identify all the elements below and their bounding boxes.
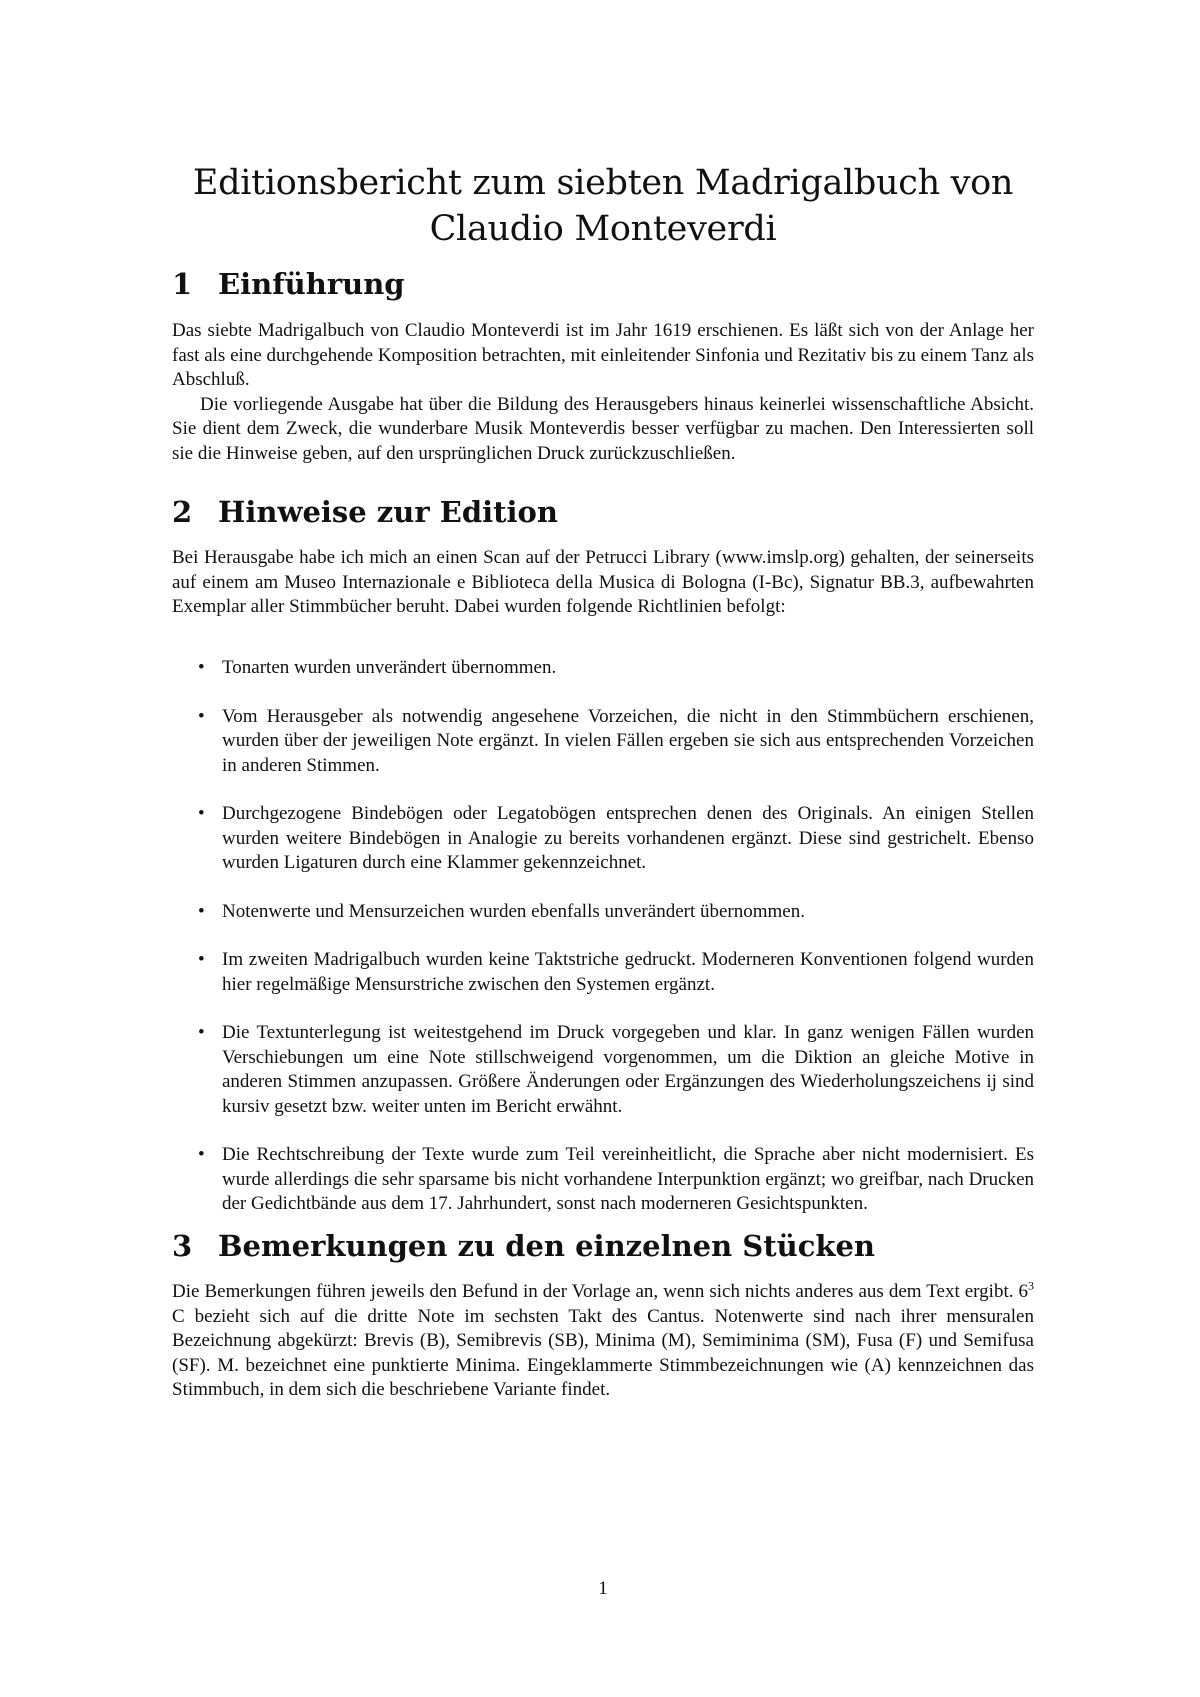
section-title: Hinweise zur Edition — [218, 495, 558, 529]
paragraph: Das siebte Madrigalbuch von Claudio Monteverdi ist im Jahr 1619 erschienen. Es läßt sich von der Anlage her fast als eine durchgehende Komposition betrachten, mit einleitender Sinfonia und Rezitativ bis zu einem Tanz als Abschluß. — [172, 320, 1034, 390]
section-heading-3 — [172, 1228, 1034, 1264]
section-2-intro — [172, 546, 1034, 620]
list-item — [172, 1143, 1034, 1217]
list-item-text: Durchgezogene Bindebögen oder Legatobögen entsprechen denen des Originals. An einigen Stellen wurden weitere Bindebögen in Analogie zu bereits vorhandenen ergänzt. Diese sind gestrichelt. Ebenso wurden Ligaturen durch eine Klammer gekennzeichnet. — [222, 803, 1034, 873]
section-3-body — [172, 1280, 1034, 1403]
list-item-text: Notenwerte und Mensurzeichen wurden ebenfalls unverändert übernommen. — [222, 900, 805, 922]
section-title: Bemerkungen zu den einzelnen Stücken — [218, 1229, 876, 1263]
list-item-text: Vom Herausgeber als notwendig angesehene Vorzeichen, die nicht in den Stimmbüchern erschienen, wurden über der jeweiligen Note ergänzt. In vielen Fällen ergeben sie sich aus entsprechenden Vorzeichen in anderen Stimmen. — [222, 705, 1034, 776]
title-line-2: Claudio Monteverdi — [429, 209, 777, 249]
bullet-icon: • — [198, 657, 205, 678]
page-number: 1 — [598, 1578, 608, 1599]
list-item — [172, 1021, 1034, 1119]
section-heading-2 — [172, 494, 1034, 530]
bullet-icon: • — [198, 900, 205, 922]
paragraph: Die vorliegende Ausgabe hat über die Bildung des Herausgebers hinaus keinerlei wissenschaftliche Absicht. Sie dient dem Zweck, die wunderbare Musik Monteverdis besser verfügbar zu machen. Den Interessierten soll sie die Hinweise geben, auf den ursprünglichen Druck zurückzuschließen. — [172, 393, 1034, 464]
list-item-text: Tonarten wurden unverändert übernommen. — [222, 657, 557, 678]
section-title: Einführung — [218, 267, 405, 301]
superscript-note-number: 3 — [1028, 1278, 1034, 1293]
paragraph-text-end: C bezieht sich auf die dritte Note im sechsten Takt des Cantus. Notenwerte sind nach ihrer mensuralen Bezeichnung abgekürzt: Brevis (B), Semibrevis (SB), Minima (M), Semiminima (SM), Fusa (F) und Semifusa (SF). M. bezeichnet eine punktierte Minima. Eingeklammerte Stimmbezeichnungen wie (A) kennzeichnen das Stimmbuch, in dem sich die beschriebene Variante findet. — [172, 1305, 1034, 1400]
list-item — [172, 802, 1034, 876]
list-item — [172, 948, 1034, 997]
bullet-icon: • — [198, 1022, 205, 1043]
list-item-text: Im zweiten Madrigalbuch wurden keine Taktstriche gedruckt. Moderneren Konventionen folgend wurden hier regelmäßige Mensurstriche zwischen den Systemen ergänzt. — [222, 949, 1034, 995]
section-heading-1 — [172, 266, 1034, 302]
list-item — [172, 705, 1034, 779]
bullet-icon: • — [198, 1144, 205, 1165]
list-item — [172, 900, 1034, 925]
paragraph: Bei Herausgabe habe ich mich an einen Scan auf der Petrucci Library (www.imslp.org) gehalten, der seinerseits auf einem am Museo Internazionale e Biblioteca della Musica di Bologna (I-Bc), Signatur BB.3, aufbewahrten Exemplar aller Stimmbücher beruht. Dabei wurden folgende Richtlinien befolgt: — [172, 547, 1034, 617]
bullet-icon: • — [198, 949, 205, 970]
section-number: 1 — [172, 267, 193, 301]
document-title — [172, 160, 1034, 252]
paragraph-text-start: Die Bemerkungen führen jeweils den Befund in der Vorlage an, wenn sich nichts anderes aus dem Text ergibt. 6 — [172, 1281, 1028, 1302]
list-item — [172, 656, 1034, 681]
bullet-icon: • — [198, 803, 205, 824]
bullet-icon: • — [198, 705, 205, 727]
paragraph — [172, 1280, 1034, 1403]
guidelines-list — [172, 656, 1034, 1241]
section-number: 3 — [172, 1229, 193, 1263]
section-1-body — [172, 319, 1034, 466]
section-number: 2 — [172, 495, 193, 529]
title-line-1: Editionsbericht zum siebten Madrigalbuch von — [192, 163, 1014, 203]
document-page — [172, 0, 1034, 1697]
list-item-text: Die Rechtschreibung der Texte wurde zum Teil vereinheitlicht, die Sprache aber nicht modernisiert. Es wurde allerdings die sehr sparsame bis nicht vorhandene Interpunktion ergänzt; wo greifbar, nach Drucken der Gedichtbände aus dem 17. Jahrhundert, sonst nach moderneren Gesichtspunkten. — [222, 1144, 1034, 1214]
list-item-text: Die Textunterlegung ist weitestgehend im Druck vorgegeben und klar. In ganz wenigen Fällen wurden Verschiebungen um eine Note stillschweigend vorgenommen, um die Diktion an gleiche Motive in anderen Stimmen anzupassen. Größere Änderungen oder Ergänzungen des Wiederholungszeichens ij sind kursiv gesetzt bzw. weiter unten im Bericht erwähnt. — [222, 1022, 1034, 1117]
